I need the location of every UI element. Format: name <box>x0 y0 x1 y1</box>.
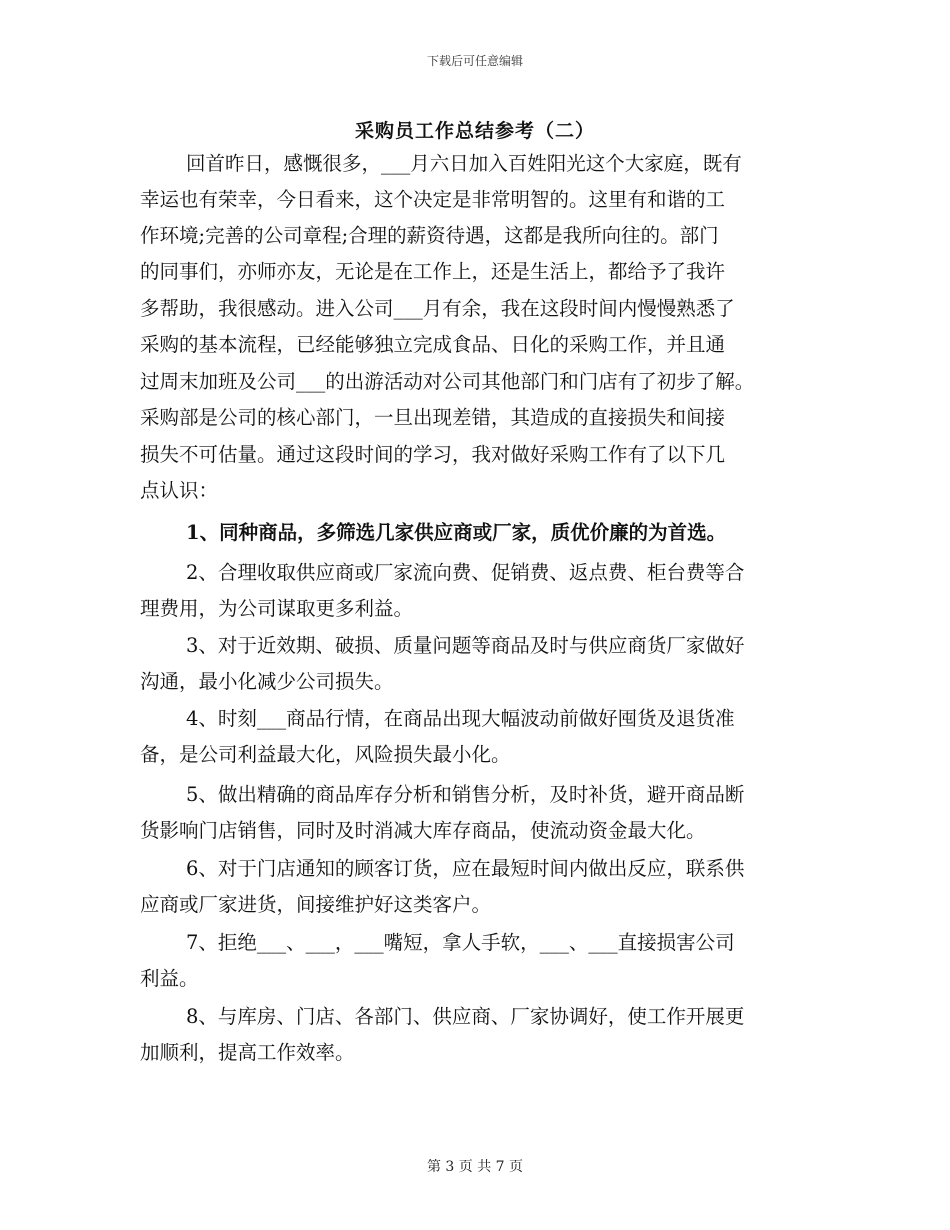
body-line: 采购的基本流程，已经能够独立完成食品、日化的采购工作，并且通 <box>140 333 726 356</box>
point-2-cont: 理费用，为公司谋取更多利益。 <box>140 597 414 620</box>
point-7-cont: 利益。 <box>140 967 199 990</box>
point-5-cont: 货影响门店销售，同时及时消减大库存商品，使流动资金最大化。 <box>140 819 706 842</box>
page-header: 下载后可任意编辑 <box>426 54 523 68</box>
body-line: 采购部是公司的核心部门，一旦出现差错，其造成的直接损失和间接 <box>140 406 726 429</box>
page-footer: 第 3 页 共 7 页 <box>426 1159 524 1175</box>
point-4: 4、时刻___商品行情，在商品出现大幅波动前做好囤货及退货准 <box>186 707 735 730</box>
body-line: 幸运也有荣幸，今日看来，这个决定是非常明智的。这里有和谐的工 <box>140 188 726 211</box>
body-line: 多帮助，我很感动。进入公司___月有余，我在这段时间内慢慢熟悉了 <box>140 297 735 320</box>
body-line: 损失不可估量。通过这段时间的学习，我对做好采购工作有了以下几 <box>140 443 726 466</box>
point-8: 8、与库房、门店、各部门、供应商、厂家协调好，使工作开展更 <box>186 1005 745 1028</box>
point-3: 3、对于近效期、破损、质量问题等商品及时与供应商货厂家做好 <box>186 634 745 657</box>
body-line: 过周末加班及公司___的出游活动对公司其他部门和门店有了初步了解。 <box>140 370 755 393</box>
body-line: 点认识： <box>140 479 219 502</box>
document-title: 采购员工作总结参考（二） <box>354 120 595 142</box>
point-2: 2、合理收取供应商或厂家流向费、促销费、返点费、柜台费等合 <box>186 561 745 584</box>
point-1: 1、同种商品，多筛选几家供应商或厂家，质优价廉的为首选。 <box>186 521 727 544</box>
point-3-cont: 沟通，最小化减少公司损失。 <box>140 670 394 693</box>
body-line: 作环境;完善的公司章程;合理的薪资待遇，这都是我所向往的。部门 <box>140 224 719 247</box>
point-8-cont: 加顺利，提高工作效率。 <box>140 1041 355 1064</box>
point-5: 5、做出精确的商品库存分析和销售分析，及时补货，避开商品断 <box>186 783 745 806</box>
point-6: 6、对于门店通知的顾客订货，应在最短时间内做出反应，联系供 <box>186 857 745 880</box>
body-line: 的同事们，亦师亦友，无论是在工作上，还是生活上，都给予了我许 <box>140 260 726 283</box>
point-4-cont: 备，是公司利益最大化，风险损失最小化。 <box>140 743 511 766</box>
point-6-cont: 应商或厂家进货，间接维护好这类客户。 <box>140 893 492 916</box>
point-7: 7、拒绝___、___，___嘴短，拿人手软，___、___直接损害公司 <box>186 931 735 954</box>
body-line: 回首昨日，感慨很多，___月六日加入百姓阳光这个大家庭，既有 <box>186 152 742 175</box>
